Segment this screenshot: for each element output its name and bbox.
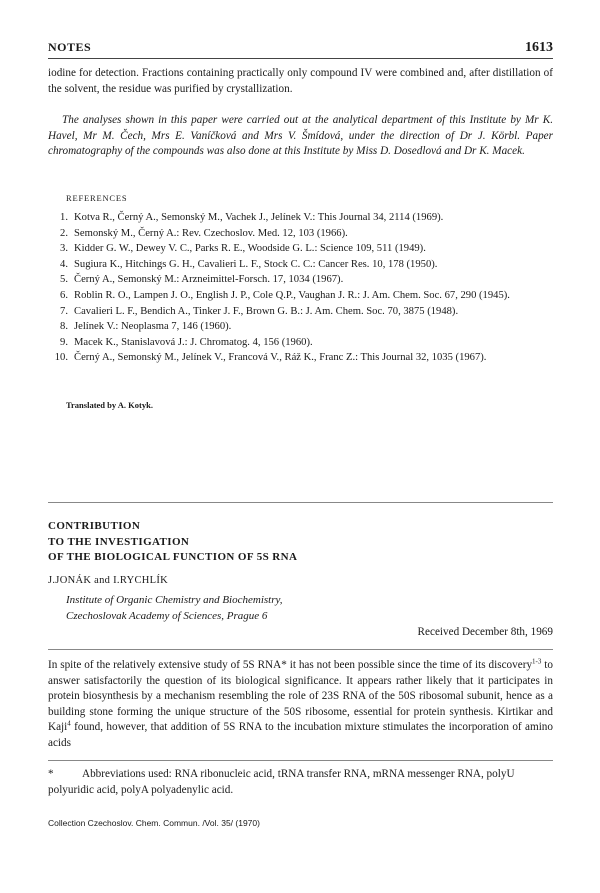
article-title-line: OF THE BIOLOGICAL FUNCTION OF 5S RNA [48,551,298,563]
header-rule [48,58,553,59]
article-separator [48,502,553,503]
reference-item [48,304,553,320]
article-authors: J.JONÁK and I.RYCHLÍK [48,575,169,586]
article-affiliation [66,593,283,624]
reference-number: 7. [60,305,68,317]
body-text: found, however, that addition of 5S RNA to the incubation mixture stimulates the incorporation of amino acids [48,721,553,749]
article-title-line: TO THE INVESTIGATION [48,535,190,548]
reference-text: Černý A., Semonský M.: Arzneimittel-Forsch. 17, 1034 (1967). [74,274,344,286]
reference-number: 9. [60,336,68,348]
footnote-mark: * [48,768,54,780]
reference-item [48,257,553,273]
section-title: NOTES [48,40,92,54]
body-text: to answer satisfactorily the question of its biological significance. It appears rather likely that it participates in protein biosynthesis by a mechanism resembling the role of 23S RNA of the 50S ribosomal subunit, hence as a building stone forming the unique structure of the 50S ribosome, essential for protein synthesis. Kirtikar and Kaji [48,659,554,733]
reference-text: Jelínek V.: Neoplasma 7, 146 (1960). [74,321,232,333]
reference-number: 6. [60,289,68,301]
reference-number: 3. [60,243,68,255]
article-body-paragraph [48,658,553,751]
reference-text: Macek K., Stanislavová J.: J. Chromatog. 4, 156 (1960). [74,336,313,348]
reference-item [48,350,553,366]
continuation-paragraph: iodine for detection. Fractions containing practically only compound IV were combined and, after distillation of the solvent, the residue was purified by crystallization. [48,67,553,95]
page-number: 1613 [525,40,553,55]
footnote [48,767,553,798]
received-date: Received December 8th, 1969 [417,626,553,638]
footnote-rule [48,760,553,761]
affiliation-line: Institute of Organic Chemistry and Biochemistry, [66,594,283,606]
affiliation-line: Czechoslovak Academy of Sciences, Prague 6 [66,609,268,622]
footnote-text: Abbreviations used: RNA ribonucleic acid, tRNA transfer RNA, mRNA messenger RNA, polyU polyuridic acid, polyA polyadenylic acid. [48,768,515,796]
citation-superscript: 1-3 [532,657,542,666]
reference-text: Kidder G. W., Dewey V. C., Parks R. E., Woodside G. L.: Science 109, 511 (1949). [74,243,426,255]
journal-footer: Collection Czechoslov. Chem. Commun. /Vol. 35/ (1970) [48,818,260,828]
references-list [48,210,553,366]
reference-number: 1. [60,212,68,223]
citation-superscript: 4 [67,719,71,728]
reference-item [48,241,553,257]
reference-item [48,288,553,304]
body-rule [48,649,553,650]
reference-number: 8. [60,321,68,333]
article-title [48,519,297,566]
reference-text: Roblin R. O., Lampen J. O., English J. P., Cole Q.P., Vaughan J. R.: J. Am. Chem. Soc. 67, 290 (1945). [74,289,510,301]
reference-number: 10. [54,352,68,364]
reference-item [48,335,553,351]
acknowledgement-paragraph: The analyses shown in this paper were carried out at the analytical department of this Institute by Mr K. Havel, Mr M. Čech, Mrs E. Vaníčková and Mrs V. Šmídová, under the direction of Dr J. Körbl. Paper chromatography of the compounds was also done at this Institute by Miss D. Dosedlová and Dr K. Macek. [48,114,553,157]
reference-item [48,319,553,335]
reference-number: 4. [60,258,68,270]
reference-number: 2. [60,227,68,239]
article-title-line: CONTRIBUTION [48,520,141,532]
running-head [48,40,553,56]
body-text: In spite of the relatively extensive study of 5S RNA* it has not been possible since the time of its discovery [48,659,533,671]
reference-text: Černý A., Semonský M., Jelínek V., Francová V., Ráž K., Franc Z.: This Journal 32, 1035 (1967). [74,352,487,364]
reference-text: Semonský M., Černý A.: Rev. Czechoslov. Med. 12, 103 (1966). [74,227,348,239]
reference-number: 5. [60,274,68,286]
reference-item [48,210,553,226]
references-heading: REFERENCES [66,193,128,203]
reference-item [48,226,553,242]
reference-text: Kotva R., Černý A., Semonský M., Vachek J., Jelínek V.: This Journal 34, 2114 (1969). [74,212,444,223]
translator-credit: Translated by A. Kotyk. [66,400,153,410]
reference-text: Sugiura K., Hitchings G. H., Cavalieri L. F., Stock C. C.: Cancer Res. 10, 178 (1950). [74,258,438,270]
reference-item [48,272,553,288]
reference-text: Cavalieri L. F., Bendich A., Tinker J. F., Brown G. B.: J. Am. Chem. Soc. 70, 3875 (1948). [74,305,459,317]
